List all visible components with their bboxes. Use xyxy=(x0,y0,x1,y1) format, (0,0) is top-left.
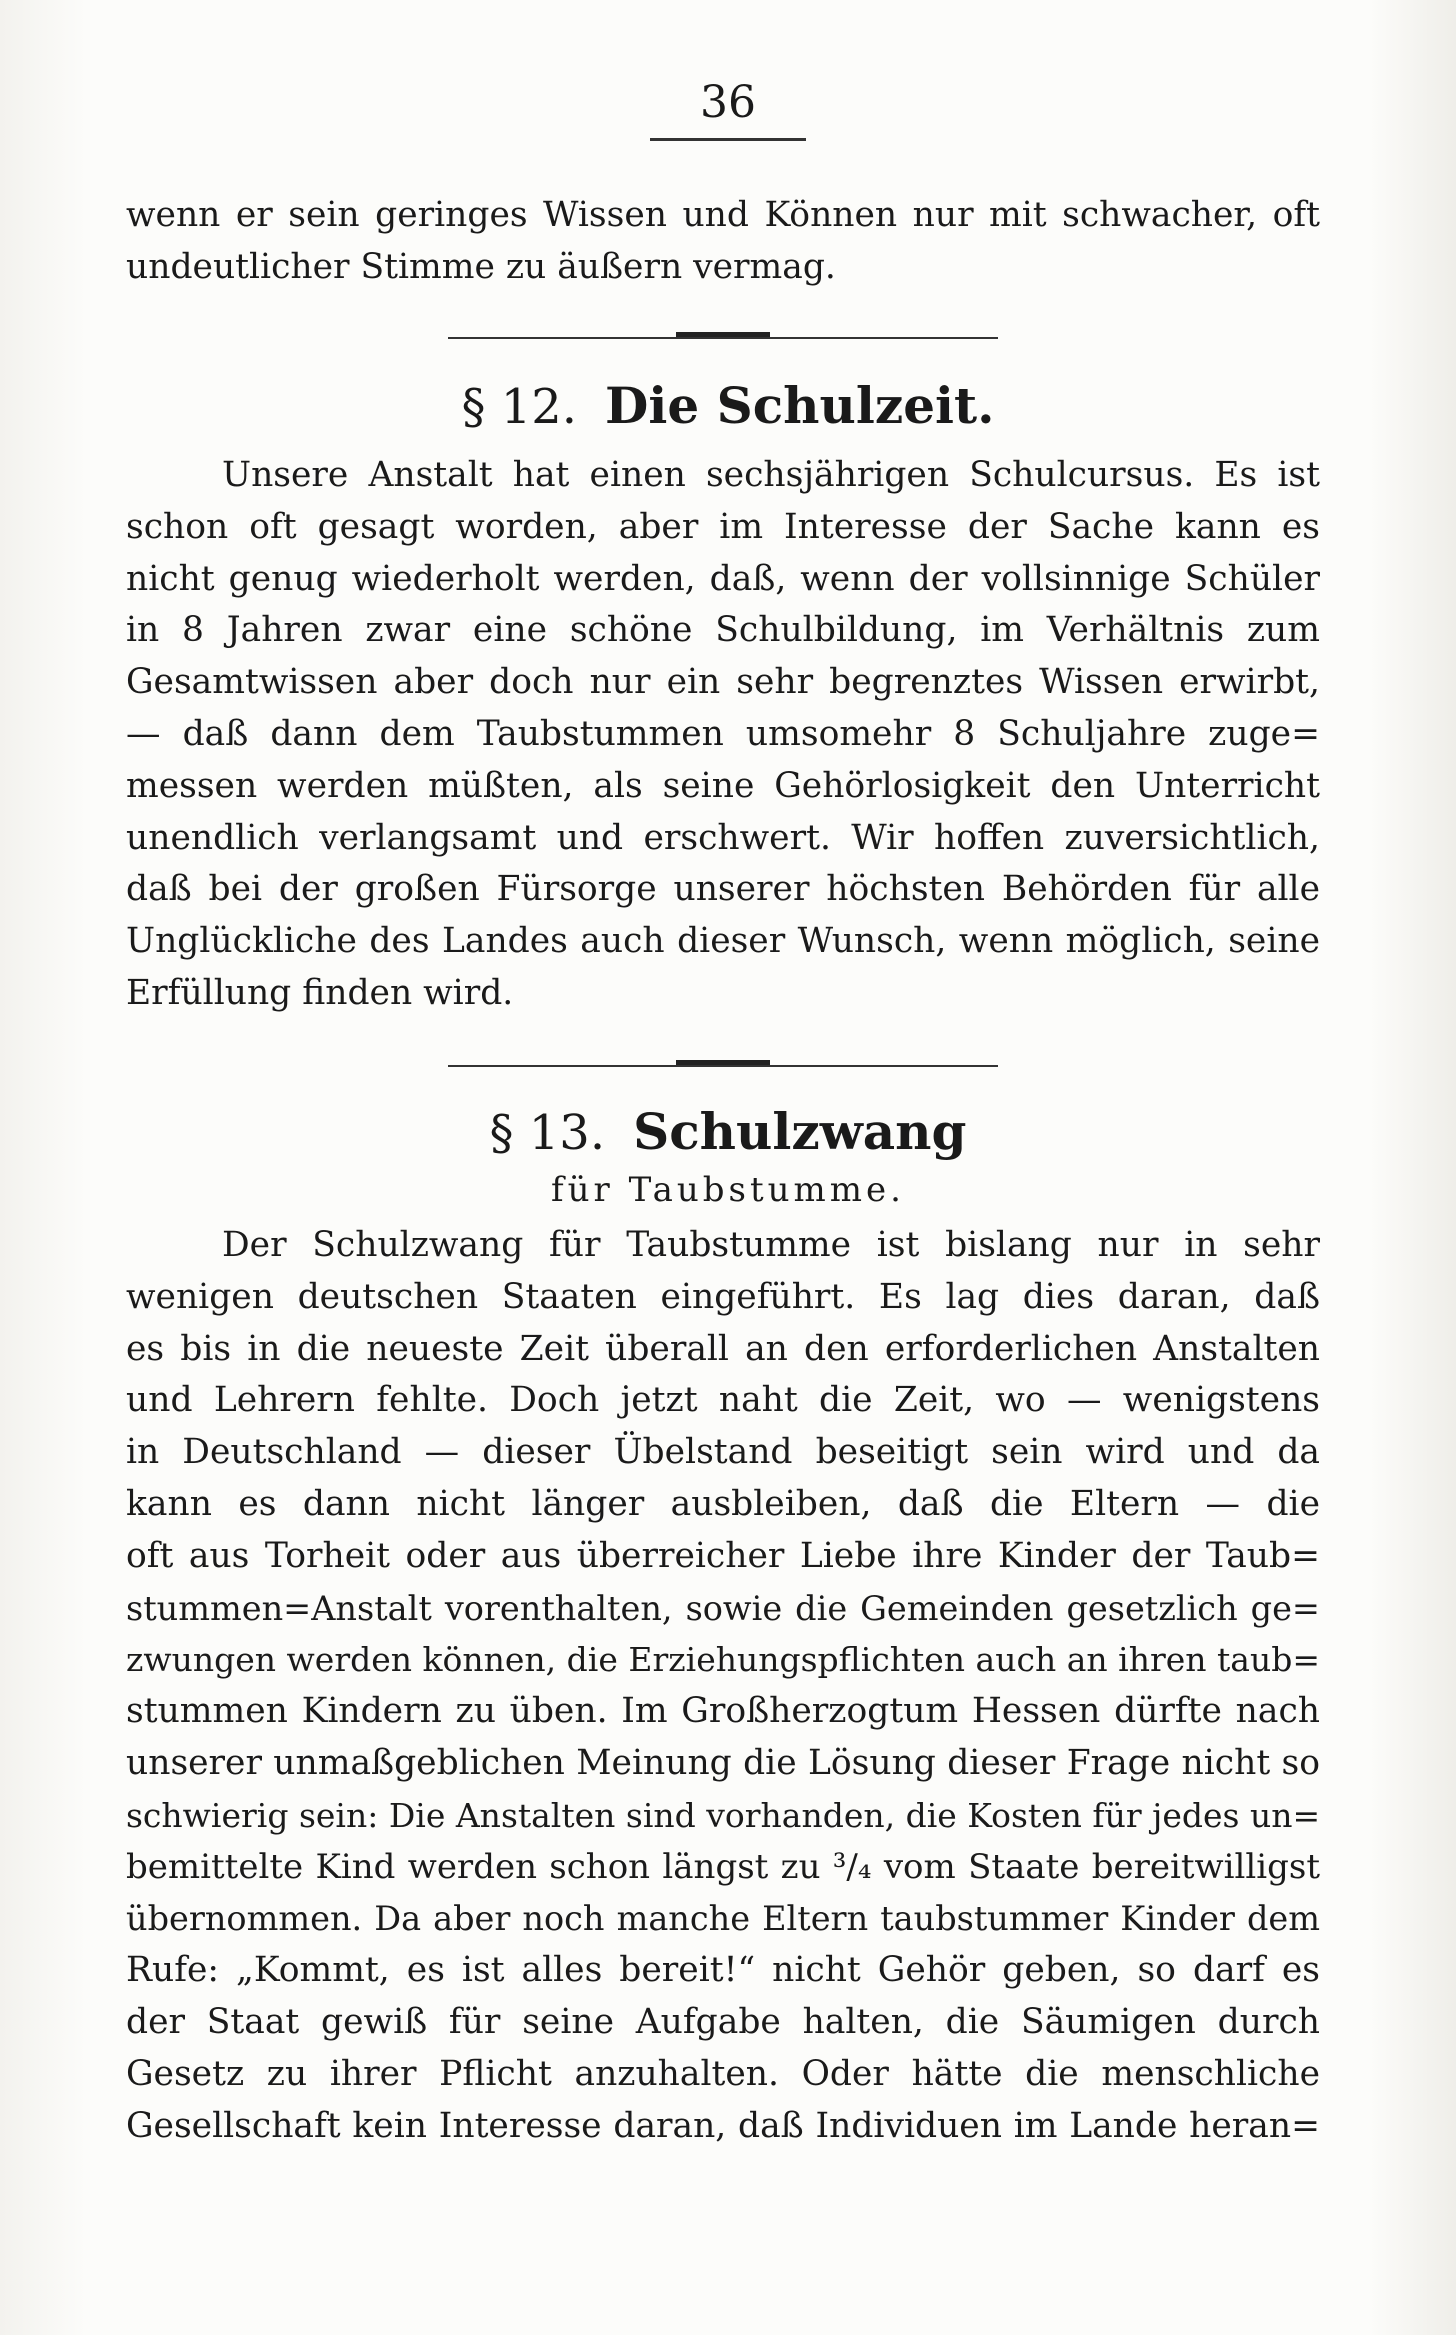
text-line: und Lehrern fehlte. Doch jetzt naht die Zeit, wo — wenigstens xyxy=(126,1380,1320,1421)
text-line: Gesetz zu ihrer Pflicht anzuhalten. Oder hätte die menschliche xyxy=(126,2053,1320,2094)
text-line: Rufe: „Kommt, es ist alles bereit!“ nicht Gehör geben, so darf es xyxy=(126,1950,1320,1991)
intro-paragraph xyxy=(126,190,1320,294)
text-line: daß bei der großen Fürsorge unserer höchsten Behörden für alle xyxy=(126,869,1320,910)
section-12-title: Die Schulzeit. xyxy=(605,376,995,435)
text-line: nicht genug wiederholt werden, daß, wenn der vollsinnige Schüler xyxy=(126,558,1320,599)
text-line: schon oft gesagt worden, aber im Interesse der Sache kann es xyxy=(126,506,1320,547)
text-line: stummen Kindern zu üben. Im Großherzogtum Hessen dürfte nach xyxy=(126,1691,1320,1732)
text-line: es bis in die neueste Zeit überall an den erforderlichen Anstalten xyxy=(126,1328,1320,1369)
section-divider-13 xyxy=(448,1060,998,1068)
text-line: Der Schulzwang für Taubstumme ist bislang nur in sehr xyxy=(222,1225,1320,1265)
section-13-body xyxy=(126,1220,1320,2152)
text-line: Gesamtwissen aber doch nur ein sehr begrenztes Wissen erwirbt, xyxy=(126,662,1320,703)
text-line: schwierig sein: Die Anstalten sind vorhanden, die Kosten für jedes un= xyxy=(126,1795,1320,1835)
section-13-title: Schulzwang xyxy=(633,1102,967,1161)
text-line: der Staat gewiß für seine Aufgabe halten, die Säumigen durch xyxy=(126,2001,1320,2042)
text-line: in 8 Jahren zwar eine schöne Schulbildung, im Verhältnis zum xyxy=(126,610,1320,651)
section-13-number: § 13. xyxy=(489,1105,606,1161)
section-divider-12 xyxy=(448,332,998,340)
text-line: unserer unmaßgeblichen Meinung die Lösung dieser Frage nicht so xyxy=(126,1742,1320,1783)
text-line: kann es dann nicht länger ausbleiben, daß die Eltern — die xyxy=(126,1483,1320,1524)
text-line: wenigen deutschen Staaten eingeführt. Es lag dies daran, daß xyxy=(126,1276,1320,1317)
text-line: messen werden müßten, als seine Gehörlosigkeit den Unterricht xyxy=(126,765,1320,806)
section-12-body xyxy=(126,450,1320,1020)
text-line: Erfüllung finden wird. xyxy=(126,972,514,1013)
text-line: oft aus Torheit oder aus überreicher Liebe ihre Kinder der Taub= xyxy=(126,1535,1320,1576)
text-line: stummen=Anstalt vorenthalten, sowie die Gemeinden gesetzlich ge= xyxy=(126,1588,1320,1628)
section-12-number: § 12. xyxy=(461,379,578,435)
section-12-heading xyxy=(0,374,1456,439)
text-line: Unglückliche des Landes auch dieser Wunsch, wenn möglich, seine xyxy=(126,921,1320,962)
page-number: 36 xyxy=(700,77,756,128)
text-line: bemittelte Kind werden schon längst zu ³/₄ vom Staate bereitwilligst xyxy=(126,1846,1320,1887)
text-line: Unsere Anstalt hat einen sechsjährigen Schulcursus. Es ist xyxy=(222,455,1320,495)
section-13-heading xyxy=(0,1100,1456,1165)
text-line: übernommen. Da aber noch manche Eltern taubstummer Kinder dem xyxy=(126,1899,1320,1939)
text-line: wenn er sein geringes Wissen und Können nur mit schwacher, oft xyxy=(126,195,1320,235)
text-line: undeutlicher Stimme zu äußern vermag. xyxy=(126,246,836,287)
text-line: zwungen werden können, die Erziehungspflichten auch an ihren taub= xyxy=(126,1640,1320,1680)
text-line: — daß dann dem Taubstummen umsomehr 8 Schuljahre zuge= xyxy=(126,713,1320,754)
text-line: unendlich verlangsamt und erschwert. Wir hoffen zuversichtlich, xyxy=(126,817,1320,858)
section-13-subtitle: für Taubstumme. xyxy=(551,1170,905,1210)
text-line: in Deutschland — dieser Übelstand beseitigt sein wird und da xyxy=(126,1432,1320,1473)
page-number-rule xyxy=(650,138,806,141)
text-line: Gesellschaft kein Interesse daran, daß Individuen im Lande heran= xyxy=(126,2105,1320,2146)
